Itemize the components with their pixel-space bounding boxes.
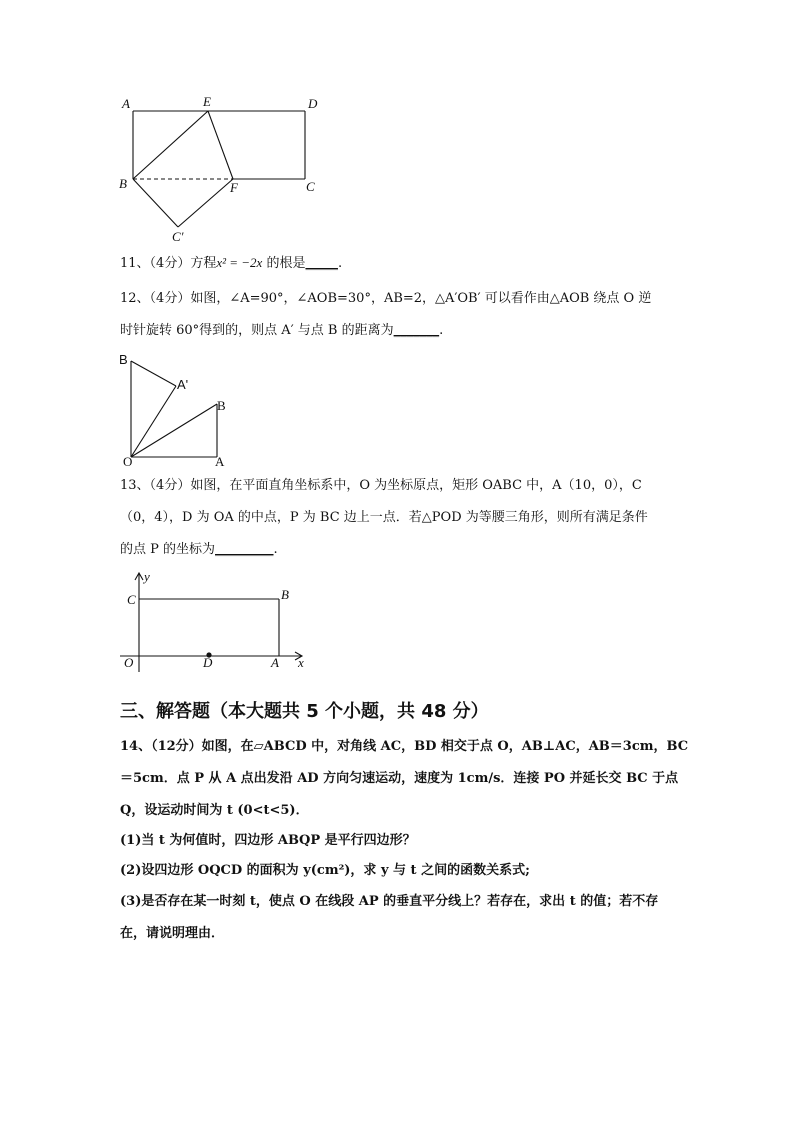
- q12-line2-text: 时针旋转 60°得到的，则点 A′ 与点 B 的距离为: [120, 323, 394, 338]
- q13-line3-text: 的点 P 的坐标为: [120, 542, 216, 557]
- label-O: O: [124, 655, 134, 670]
- question-14-part-2: (2)设四边形 OQCD 的面积为 y(cm²)，求 y 与 t 之间的函数关系式;: [120, 863, 530, 878]
- question-14-part-1: (1)当 t 为何值时，四边形 ABQP 是平行四边形？: [120, 833, 416, 848]
- label-B: B: [281, 587, 289, 602]
- question-14-part-3-line-1: (3)是否存在某一时刻 t，使点 O 在线段 AP 的垂直平分线上？若存在，求出 t 的值；若不存: [120, 894, 659, 909]
- question-13-line-2: （0，4），D 为 OA 的中点，P 为 BC 边上一点．若△POD 为等腰三角形，则所有满足条件: [120, 510, 648, 525]
- label-D: D: [203, 655, 213, 670]
- figure-rotated-triangle: [115, 345, 235, 470]
- label-x: x: [298, 655, 304, 670]
- label-B-prime: B: [119, 352, 128, 367]
- label-C: C: [306, 179, 315, 194]
- label-C: C: [127, 592, 136, 607]
- question-13-line-3: [120, 540, 278, 560]
- q11-suffix: 的根是: [262, 256, 306, 271]
- question-14-line-2: ＝5cm．点 P 从 A 点出发沿 AD 方向匀速运动，速度为 1cm/s．连接 PO 并延长交 BC 于点: [120, 771, 679, 786]
- label-E: E: [203, 94, 211, 109]
- edge-BE: [133, 111, 208, 179]
- section-heading: 三、解答题（本大题共 5 个小题，共 48 分）: [120, 701, 489, 722]
- label-A: A: [271, 655, 279, 670]
- q11-answer-blank[interactable]: _____: [305, 256, 338, 271]
- edge-OAp: [131, 386, 176, 457]
- label-A-prime: A': [177, 377, 189, 392]
- figure-coordinate-rectangle: [115, 568, 315, 673]
- label-F: F: [230, 180, 238, 195]
- question-14-line-3: Q，设运动时间为 t (0<t<5)．: [120, 803, 309, 818]
- q11-prefix: 11、（4分）方程: [120, 256, 217, 271]
- label-A: A: [122, 96, 130, 111]
- question-13-line-1: 13、（4分）如图，在平面直角坐标系中，O 为坐标原点，矩形 OABC 中，A（10，0），C: [120, 478, 642, 493]
- edge-BpAp: [131, 361, 176, 386]
- figure-folded-rectangle: [110, 92, 330, 252]
- edge-EF: [208, 111, 233, 179]
- q12-end: .: [439, 323, 444, 338]
- q13-end: .: [273, 542, 278, 557]
- edge-OB: [131, 404, 217, 457]
- question-14-part-3-line-2: 在，请说明理由．: [120, 926, 225, 941]
- question-14-line-1: 14、（12分）如图，在▱ABCD 中，对角线 AC，BD 相交于点 O，AB⊥AC，AB＝3cm，BC: [120, 739, 689, 754]
- q12-answer-blank[interactable]: _______: [393, 323, 440, 338]
- edge-CpF: [178, 179, 233, 227]
- edge-BCp: [133, 179, 178, 227]
- label-B: B: [119, 176, 127, 191]
- question-12-line-1: 12、（4分）如图，∠A=90°，∠AOB=30°，AB=2，△A′OB′ 可以看作由△AOB 绕点 O 逆: [120, 291, 652, 306]
- q11-equation: x² = −2x: [216, 255, 263, 270]
- question-11: [120, 253, 342, 274]
- label-B: B: [217, 398, 226, 413]
- q13-answer-blank[interactable]: _________: [215, 542, 274, 557]
- label-y: y: [144, 569, 150, 584]
- label-A: A: [215, 454, 225, 469]
- q11-end: .: [337, 256, 343, 271]
- label-O: O: [123, 454, 133, 469]
- label-D: D: [308, 96, 318, 111]
- label-C-prime: C′: [172, 229, 184, 244]
- question-12-line-2: [120, 321, 443, 341]
